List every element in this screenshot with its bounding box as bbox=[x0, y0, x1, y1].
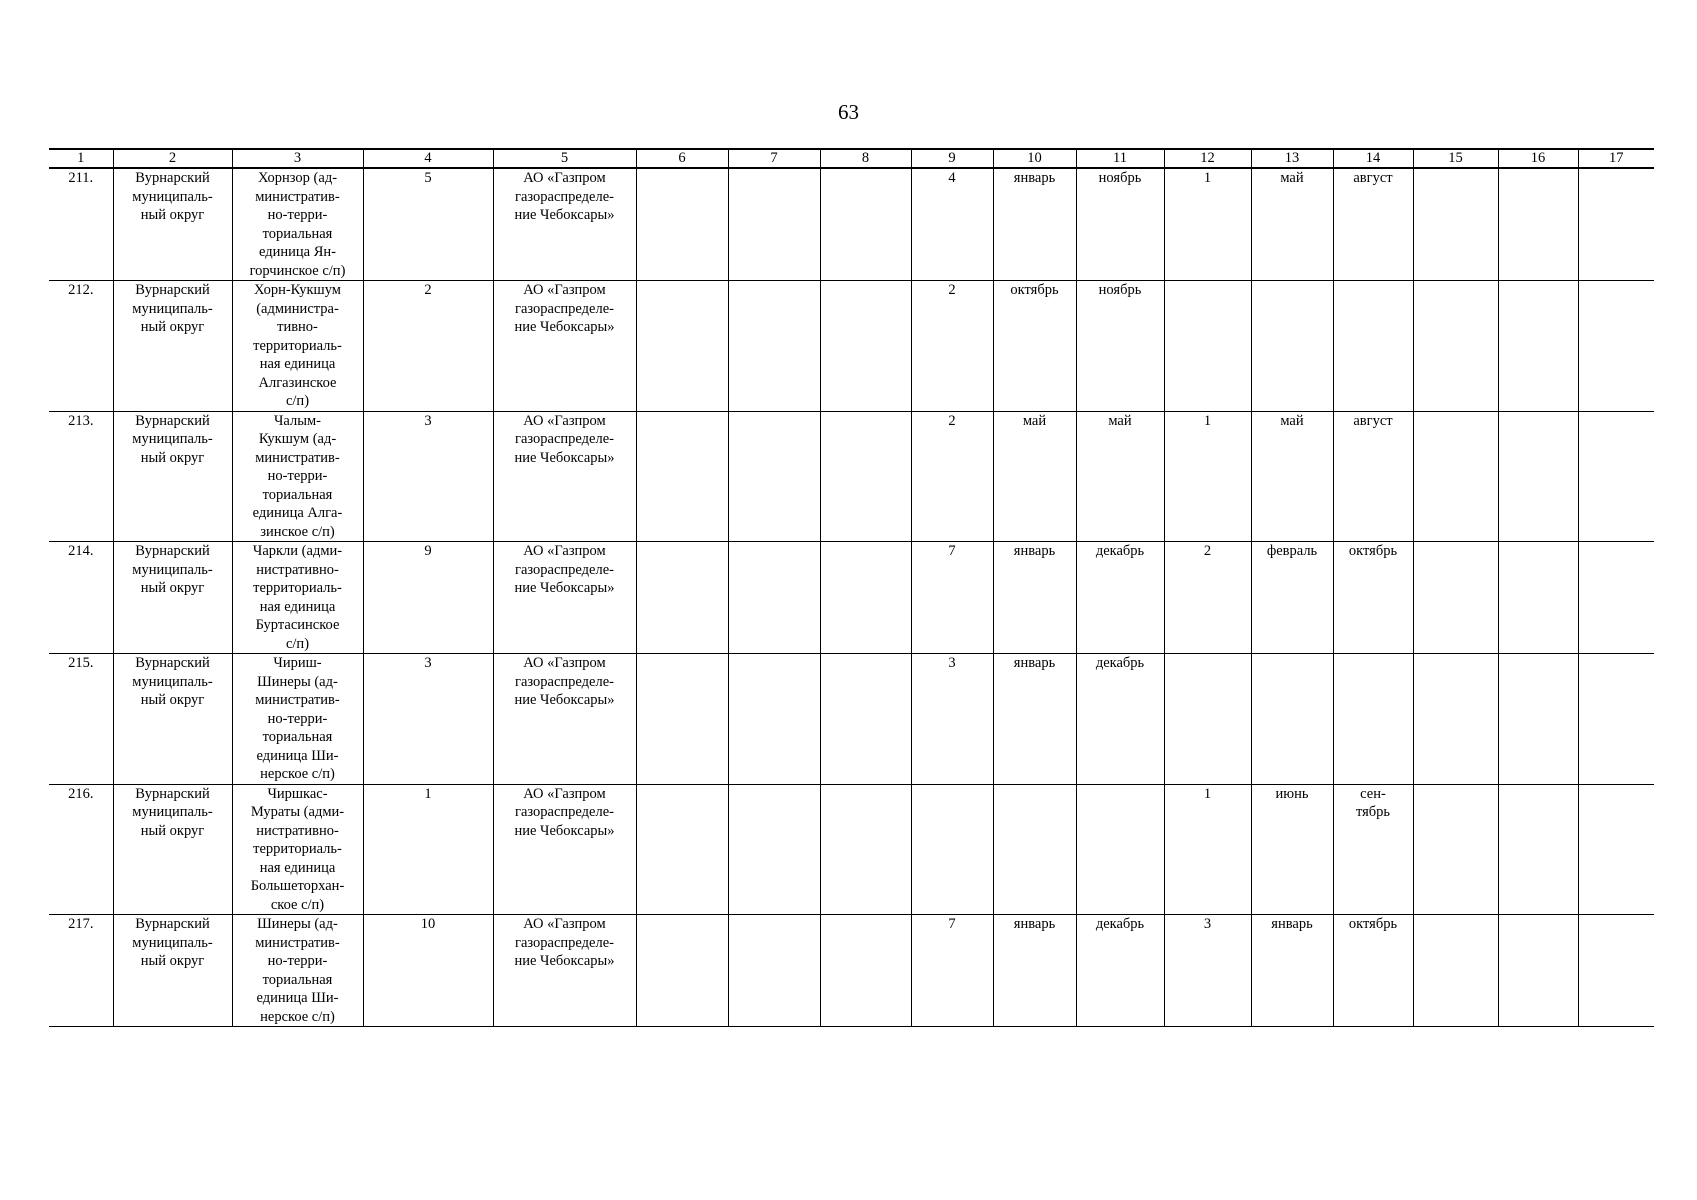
cell-line: Хорнзор (ад- bbox=[257, 170, 338, 186]
col7-cell bbox=[728, 784, 820, 915]
row-number-cell: 211. bbox=[49, 168, 113, 281]
organization-cell bbox=[493, 654, 636, 785]
district-cell bbox=[113, 411, 232, 542]
col16-cell bbox=[1498, 784, 1578, 915]
cell-line: Вурнарский bbox=[135, 412, 210, 429]
cell-line: министратив- bbox=[255, 188, 340, 205]
col15-cell bbox=[1413, 542, 1498, 654]
cell-line: муниципаль- bbox=[132, 431, 213, 447]
col6-cell bbox=[636, 281, 728, 412]
cell-line: но-терри- bbox=[267, 710, 328, 727]
organization-cell bbox=[493, 281, 636, 412]
col14-cell bbox=[1333, 915, 1413, 1027]
table-row bbox=[49, 411, 1654, 542]
cell-line: но-терри- bbox=[267, 953, 328, 969]
cell-line: горчинское с/п) bbox=[249, 262, 346, 279]
row-number-cell: 212. bbox=[49, 281, 113, 412]
col14-cell bbox=[1333, 281, 1413, 412]
col8-cell bbox=[820, 281, 911, 412]
col6-cell bbox=[636, 915, 728, 1027]
cell-line: ние Чебоксары» bbox=[514, 822, 615, 839]
column-number: 1 bbox=[49, 149, 113, 168]
cell-line: территориаль- bbox=[253, 841, 342, 857]
col10-cell: январь bbox=[993, 654, 1076, 785]
col13-cell: январь bbox=[1251, 915, 1333, 1027]
column-number-row bbox=[49, 149, 1654, 168]
col10-cell: январь bbox=[993, 542, 1076, 654]
column-number: 16 bbox=[1498, 149, 1578, 168]
col11-cell: май bbox=[1076, 411, 1164, 542]
column-number: 6 bbox=[636, 149, 728, 168]
cell-line: единица Ши- bbox=[256, 747, 339, 764]
cell-line: нерское с/п) bbox=[260, 766, 335, 782]
cell-line: АО «Газпром bbox=[523, 170, 606, 186]
organization-cell bbox=[493, 542, 636, 654]
col8-cell bbox=[820, 411, 911, 542]
cell-line: Вурнарский bbox=[135, 785, 210, 802]
cell-line: нистративно- bbox=[256, 561, 339, 578]
settlement-cell bbox=[232, 784, 363, 915]
col12-cell bbox=[1164, 654, 1251, 785]
col17-cell bbox=[1578, 542, 1654, 654]
cell-line: Большеторхан- bbox=[250, 878, 345, 894]
column-number: 2 bbox=[113, 149, 232, 168]
cell-line: Шинеры (ад- bbox=[257, 916, 338, 932]
row-number-cell: 217. bbox=[49, 915, 113, 1027]
table-row bbox=[49, 542, 1654, 654]
cell-line: ние Чебоксары» bbox=[514, 580, 615, 596]
organization-cell bbox=[493, 784, 636, 915]
col7-cell bbox=[728, 168, 820, 281]
col17-cell bbox=[1578, 784, 1654, 915]
col8-cell bbox=[820, 542, 911, 654]
cell-line: август bbox=[1353, 170, 1393, 186]
settlement-cell bbox=[232, 281, 363, 412]
row-number-cell: 215. bbox=[49, 654, 113, 785]
cell-line: АО «Газпром bbox=[523, 655, 606, 671]
cell-line: но-терри- bbox=[267, 468, 328, 484]
cell-line: Вурнарский bbox=[135, 282, 210, 298]
column-number: 9 bbox=[911, 149, 993, 168]
cell-line: нерское с/п) bbox=[260, 1008, 335, 1025]
col15-cell bbox=[1413, 168, 1498, 281]
cell-line: ние Чебоксары» bbox=[514, 953, 615, 969]
col11-cell: ноябрь bbox=[1076, 168, 1164, 281]
district-cell bbox=[113, 542, 232, 654]
col6-cell bbox=[636, 411, 728, 542]
cell-line: ная единица bbox=[259, 356, 336, 372]
settlement-cell bbox=[232, 542, 363, 654]
cell-line: ториальная bbox=[262, 971, 333, 988]
row-number-cell: 216. bbox=[49, 784, 113, 915]
page-number: 63 bbox=[838, 100, 859, 124]
col16-cell bbox=[1498, 915, 1578, 1027]
cell-line: газораспределе- bbox=[515, 188, 614, 205]
cell-line: единица Ши- bbox=[256, 990, 339, 1006]
cell-line: тивно- bbox=[277, 319, 318, 335]
cell-line: Вурнарский bbox=[135, 655, 210, 671]
col15-cell bbox=[1413, 915, 1498, 1027]
col9-cell: 4 bbox=[911, 168, 993, 281]
organization-cell bbox=[493, 168, 636, 281]
col9-cell bbox=[911, 784, 993, 915]
col15-cell bbox=[1413, 411, 1498, 542]
col4-cell: 1 bbox=[363, 784, 493, 915]
cell-line: ние Чебоксары» bbox=[514, 692, 615, 708]
cell-line: Чаркли (адми- bbox=[252, 543, 343, 559]
column-number: 17 bbox=[1578, 149, 1654, 168]
col10-cell bbox=[993, 784, 1076, 915]
col7-cell bbox=[728, 411, 820, 542]
col16-cell bbox=[1498, 168, 1578, 281]
cell-line: единица Ян- bbox=[259, 244, 336, 260]
col9-cell: 3 bbox=[911, 654, 993, 785]
table-row bbox=[49, 281, 1654, 412]
col4-cell: 2 bbox=[363, 281, 493, 412]
settlement-cell bbox=[232, 411, 363, 542]
col6-cell bbox=[636, 654, 728, 785]
col13-cell bbox=[1251, 654, 1333, 785]
cell-line: министратив- bbox=[255, 449, 340, 466]
col6-cell bbox=[636, 168, 728, 281]
column-number: 12 bbox=[1164, 149, 1251, 168]
cell-line: октябрь bbox=[1348, 916, 1398, 932]
cell-line: август bbox=[1353, 412, 1393, 429]
table-row bbox=[49, 915, 1654, 1027]
col10-cell: январь bbox=[993, 168, 1076, 281]
settlement-cell bbox=[232, 168, 363, 281]
district-cell bbox=[113, 281, 232, 412]
col12-cell: 3 bbox=[1164, 915, 1251, 1027]
column-number: 14 bbox=[1333, 149, 1413, 168]
cell-line: АО «Газпром bbox=[523, 543, 606, 559]
cell-line: Мураты (адми- bbox=[250, 804, 345, 820]
cell-line: ние Чебоксары» bbox=[514, 207, 615, 223]
col16-cell bbox=[1498, 654, 1578, 785]
cell-line: зинское с/п) bbox=[260, 523, 335, 540]
col10-cell: январь bbox=[993, 915, 1076, 1027]
cell-line: ториальная bbox=[262, 486, 333, 503]
cell-line: Буртасинское bbox=[255, 617, 340, 633]
col8-cell bbox=[820, 168, 911, 281]
col12-cell: 1 bbox=[1164, 411, 1251, 542]
cell-line: ный округ bbox=[140, 449, 205, 466]
col4-cell: 5 bbox=[363, 168, 493, 281]
cell-line: с/п) bbox=[285, 635, 310, 652]
col4-cell: 10 bbox=[363, 915, 493, 1027]
cell-line: АО «Газпром bbox=[523, 785, 606, 802]
district-cell bbox=[113, 168, 232, 281]
col13-cell: июнь bbox=[1251, 784, 1333, 915]
col9-cell: 2 bbox=[911, 281, 993, 412]
cell-line: АО «Газпром bbox=[523, 916, 606, 932]
cell-line: Чиршкас- bbox=[267, 785, 328, 802]
column-number: 13 bbox=[1251, 149, 1333, 168]
table-row bbox=[49, 784, 1654, 915]
col4-cell: 3 bbox=[363, 654, 493, 785]
cell-line: сен- bbox=[1360, 785, 1386, 802]
col7-cell bbox=[728, 542, 820, 654]
cell-line: газораспределе- bbox=[515, 300, 614, 317]
cell-line: ная единица bbox=[259, 598, 336, 615]
col4-cell: 3 bbox=[363, 411, 493, 542]
col6-cell bbox=[636, 542, 728, 654]
cell-line: газораспределе- bbox=[515, 804, 614, 820]
cell-line: ный округ bbox=[140, 580, 205, 596]
column-number: 7 bbox=[728, 149, 820, 168]
cell-line: но-терри- bbox=[267, 207, 328, 223]
cell-line: ный округ bbox=[140, 692, 205, 708]
cell-line: Кукшум (ад- bbox=[258, 431, 337, 447]
col17-cell bbox=[1578, 168, 1654, 281]
col16-cell bbox=[1498, 542, 1578, 654]
cell-line: с/п) bbox=[285, 393, 310, 409]
col17-cell bbox=[1578, 654, 1654, 785]
col7-cell bbox=[728, 281, 820, 412]
cell-line: Вурнарский bbox=[135, 543, 210, 559]
col14-cell bbox=[1333, 542, 1413, 654]
cell-line: Чалым- bbox=[274, 412, 321, 429]
col11-cell bbox=[1076, 784, 1164, 915]
cell-line: ный округ bbox=[140, 822, 205, 839]
organization-cell bbox=[493, 915, 636, 1027]
col11-cell: декабрь bbox=[1076, 654, 1164, 785]
cell-line: ние Чебоксары» bbox=[514, 319, 615, 335]
settlement-cell bbox=[232, 915, 363, 1027]
cell-line: ториальная bbox=[262, 225, 333, 242]
col11-cell: декабрь bbox=[1076, 915, 1164, 1027]
settlement-cell bbox=[232, 654, 363, 785]
cell-line: тябрь bbox=[1355, 804, 1391, 820]
cell-line: территориаль- bbox=[253, 580, 342, 596]
col12-cell: 1 bbox=[1164, 784, 1251, 915]
cell-line: муниципаль- bbox=[132, 804, 213, 820]
col17-cell bbox=[1578, 281, 1654, 412]
col10-cell: октябрь bbox=[993, 281, 1076, 412]
cell-line: ный округ bbox=[140, 207, 205, 223]
col14-cell bbox=[1333, 784, 1413, 915]
col9-cell: 7 bbox=[911, 915, 993, 1027]
cell-line: муниципаль- bbox=[132, 300, 213, 317]
col13-cell: май bbox=[1251, 411, 1333, 542]
row-number-cell: 213. bbox=[49, 411, 113, 542]
cell-line: Шинеры (ад- bbox=[257, 673, 338, 690]
column-number: 4 bbox=[363, 149, 493, 168]
cell-line: муниципаль- bbox=[132, 673, 213, 690]
col13-cell: май bbox=[1251, 168, 1333, 281]
col11-cell: ноябрь bbox=[1076, 281, 1164, 412]
cell-line: ный округ bbox=[140, 953, 205, 969]
column-number: 3 bbox=[232, 149, 363, 168]
col16-cell bbox=[1498, 281, 1578, 412]
col17-cell bbox=[1578, 915, 1654, 1027]
column-number: 8 bbox=[820, 149, 911, 168]
district-cell bbox=[113, 915, 232, 1027]
cell-line: единица Алга- bbox=[252, 505, 343, 521]
schedule-table bbox=[49, 148, 1654, 1027]
table-row bbox=[49, 654, 1654, 785]
col10-cell: май bbox=[993, 411, 1076, 542]
organization-cell bbox=[493, 411, 636, 542]
col11-cell: декабрь bbox=[1076, 542, 1164, 654]
cell-line: ториальная bbox=[262, 729, 333, 745]
cell-line: министратив- bbox=[255, 934, 340, 951]
cell-line: нистративно- bbox=[256, 822, 339, 839]
col16-cell bbox=[1498, 411, 1578, 542]
cell-line: территориаль- bbox=[253, 337, 342, 354]
column-number: 5 bbox=[493, 149, 636, 168]
col4-cell: 9 bbox=[363, 542, 493, 654]
col17-cell bbox=[1578, 411, 1654, 542]
col15-cell bbox=[1413, 281, 1498, 412]
col12-cell bbox=[1164, 281, 1251, 412]
table-row bbox=[49, 168, 1654, 281]
cell-line: октябрь bbox=[1348, 543, 1398, 559]
col14-cell bbox=[1333, 411, 1413, 542]
district-cell bbox=[113, 784, 232, 915]
col7-cell bbox=[728, 654, 820, 785]
col15-cell bbox=[1413, 784, 1498, 915]
cell-line: муниципаль- bbox=[132, 934, 213, 951]
col15-cell bbox=[1413, 654, 1498, 785]
cell-line: муниципаль- bbox=[132, 561, 213, 578]
col12-cell: 2 bbox=[1164, 542, 1251, 654]
cell-line: Алгазинское bbox=[258, 374, 337, 391]
col8-cell bbox=[820, 784, 911, 915]
col14-cell bbox=[1333, 654, 1413, 785]
col13-cell: февраль bbox=[1251, 542, 1333, 654]
row-number-cell: 214. bbox=[49, 542, 113, 654]
column-number: 10 bbox=[993, 149, 1076, 168]
cell-line: муниципаль- bbox=[132, 188, 213, 205]
col6-cell bbox=[636, 784, 728, 915]
cell-line: газораспределе- bbox=[515, 673, 614, 690]
cell-line: ние Чебоксары» bbox=[514, 449, 615, 466]
cell-line: министратив- bbox=[255, 692, 340, 708]
cell-line: ная единица bbox=[259, 859, 336, 876]
col8-cell bbox=[820, 915, 911, 1027]
col13-cell bbox=[1251, 281, 1333, 412]
column-number: 15 bbox=[1413, 149, 1498, 168]
cell-line: газораспределе- bbox=[515, 431, 614, 447]
col9-cell: 2 bbox=[911, 411, 993, 542]
cell-line: АО «Газпром bbox=[523, 282, 606, 298]
col7-cell bbox=[728, 915, 820, 1027]
cell-line: Чириш- bbox=[273, 655, 322, 671]
col9-cell: 7 bbox=[911, 542, 993, 654]
cell-line: газораспределе- bbox=[515, 561, 614, 578]
cell-line: ское с/п) bbox=[270, 896, 325, 913]
cell-line: Вурнарский bbox=[135, 916, 210, 932]
district-cell bbox=[113, 654, 232, 785]
column-number: 11 bbox=[1076, 149, 1164, 168]
cell-line: (администра- bbox=[256, 300, 339, 317]
col8-cell bbox=[820, 654, 911, 785]
cell-line: Хорн-Кукшум bbox=[254, 282, 341, 298]
cell-line: газораспределе- bbox=[515, 934, 614, 951]
cell-line: ный округ bbox=[140, 319, 205, 335]
cell-line: Вурнарский bbox=[135, 170, 210, 186]
col12-cell: 1 bbox=[1164, 168, 1251, 281]
cell-line: АО «Газпром bbox=[523, 412, 606, 429]
col14-cell bbox=[1333, 168, 1413, 281]
